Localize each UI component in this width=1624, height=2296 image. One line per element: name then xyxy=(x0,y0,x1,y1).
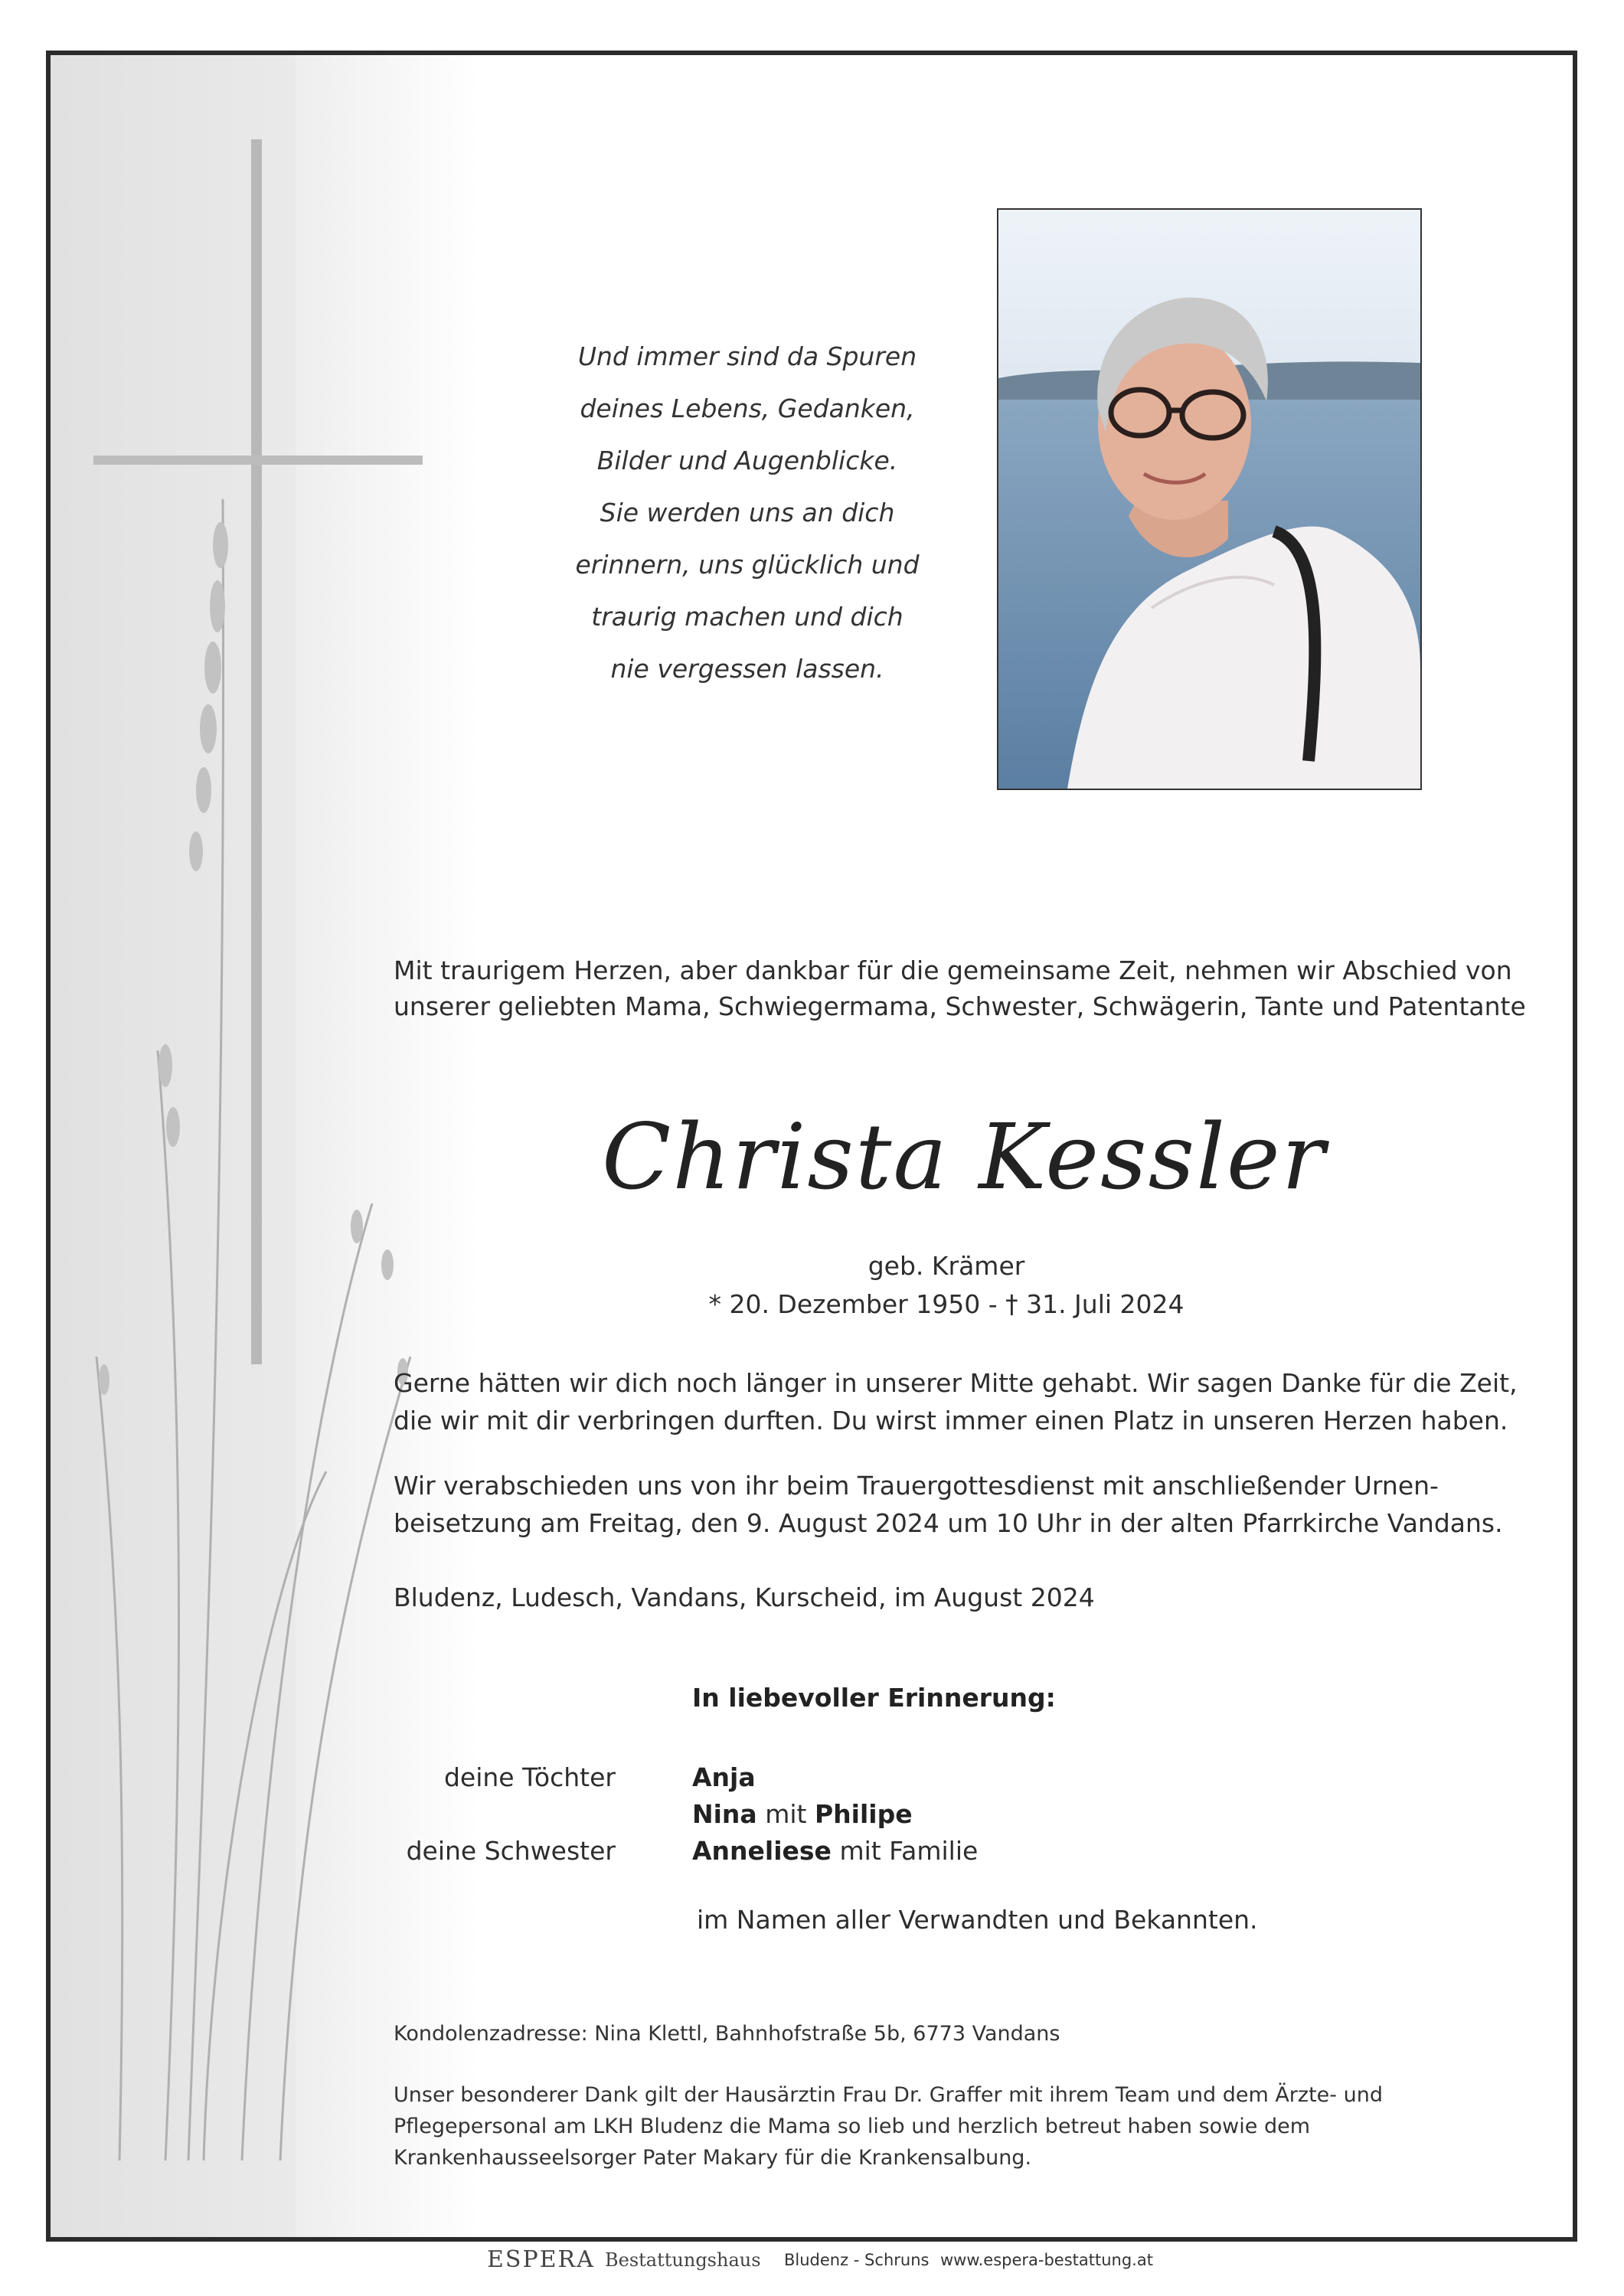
portrait-image xyxy=(998,210,1420,789)
paragraph-line: beisetzung am Freitag, den 9. August 2024 um 10 Uhr in der alten Pfarrkirche Vandans. xyxy=(394,1508,1503,1538)
farewell-intro xyxy=(394,952,1565,1024)
deceased-name: Christa Kessler xyxy=(602,1104,1327,1210)
mourners-heading: In liebevoller Erinnerung: xyxy=(692,1683,1056,1713)
daughter-entry xyxy=(692,1799,913,1829)
relatives-line: im Namen aller Verwandten und Bekannten. xyxy=(697,1905,1258,1935)
thanks-line: Unser besonderer Dank gilt der Hausärztin Frau Dr. Graffer mit ihrem Team und dem Ärzte- und xyxy=(394,2083,1383,2107)
verse-line: traurig machen und dich xyxy=(591,602,903,632)
cross-vertical-beam xyxy=(251,139,262,1364)
verse-line: deines Lebens, Gedanken, xyxy=(580,394,915,423)
connector-text: mit xyxy=(765,1799,807,1829)
thanks-line: Krankenhausseelsorger Pater Makary für die Krankensalbung. xyxy=(394,2146,1032,2170)
thanks-line: Pflegepersonal am LKH Bludenz die Mama so lieb und herzlich betreut haben sowie dem xyxy=(394,2115,1310,2138)
funeral-home-brand: ESPERA xyxy=(487,2246,595,2273)
verse-line: Sie werden uns an dich xyxy=(600,498,895,527)
daughter-entry xyxy=(692,1762,756,1792)
verse-line: erinnern, uns glücklich und xyxy=(575,550,920,580)
portrait-photo xyxy=(997,208,1422,790)
sister-label: deine Schwester xyxy=(406,1836,616,1866)
cross-and-grass-illustration xyxy=(51,55,479,2237)
intro-line: Mit traurigem Herzen, aber dankbar für die gemeinsame Zeit, nehmen wir Abschied von xyxy=(394,955,1512,985)
verse-line: Bilder und Augenblicke. xyxy=(596,446,898,475)
verse-line: Und immer sind da Spuren xyxy=(577,341,917,371)
intro-line: unserer geliebten Mama, Schwiegermama, Schwester, Schwägerin, Tante und Patentante xyxy=(394,991,1526,1021)
sister-name: Anneliese xyxy=(692,1836,832,1866)
daughter-name: Nina xyxy=(692,1799,757,1829)
funeral-home-suffix: Bestattungshaus xyxy=(605,2249,761,2271)
gratitude-paragraph xyxy=(394,1364,1577,1439)
funeral-details-paragraph xyxy=(394,1467,1577,1542)
funeral-home-locations: Bludenz - Schruns xyxy=(784,2251,930,2269)
place-date-text: Bludenz, Ludesch, Vandans, Kurscheid, im August 2024 xyxy=(394,1582,1095,1612)
sister-entry xyxy=(692,1836,978,1866)
daughter-name: Anja xyxy=(692,1762,756,1792)
condolence-text: Kondolenzadresse: Nina Klettl, Bahnhofstraße 5b, 6773 Vandans xyxy=(394,2022,1060,2046)
memorial-verse xyxy=(525,331,969,695)
parte-card xyxy=(46,51,1577,2242)
paragraph-line: Wir verabschieden uns von ihr beim Trauergottesdienst mit anschließender Urnen- xyxy=(394,1471,1439,1501)
footer xyxy=(0,2246,1624,2289)
paragraph-line: die wir mit dir verbringen durften. Du wirst immer einen Platz in unseren Herzen haben. xyxy=(394,1406,1508,1435)
maiden-name: geb. Krämer xyxy=(868,1251,1025,1281)
paragraph-line: Gerne hätten wir dich noch länger in unserer Mitte gehabt. Wir sagen Danke für die Zeit, xyxy=(394,1368,1518,1398)
family-suffix: mit Familie xyxy=(839,1836,979,1866)
verse-line: nie vergessen lassen. xyxy=(610,654,884,684)
place-and-date xyxy=(394,1579,1577,1616)
life-dates: * 20. Dezember 1950 - † 31. Juli 2024 xyxy=(708,1289,1185,1319)
funeral-home-website[interactable]: www.espera-bestattung.at xyxy=(940,2251,1153,2269)
condolence-address xyxy=(394,2018,1542,2049)
daughters-label: deine Töchter xyxy=(443,1762,616,1792)
partner-name: Philipe xyxy=(814,1799,913,1829)
thanks-paragraph xyxy=(394,2079,1542,2174)
cross-horizontal-beam xyxy=(93,456,423,465)
